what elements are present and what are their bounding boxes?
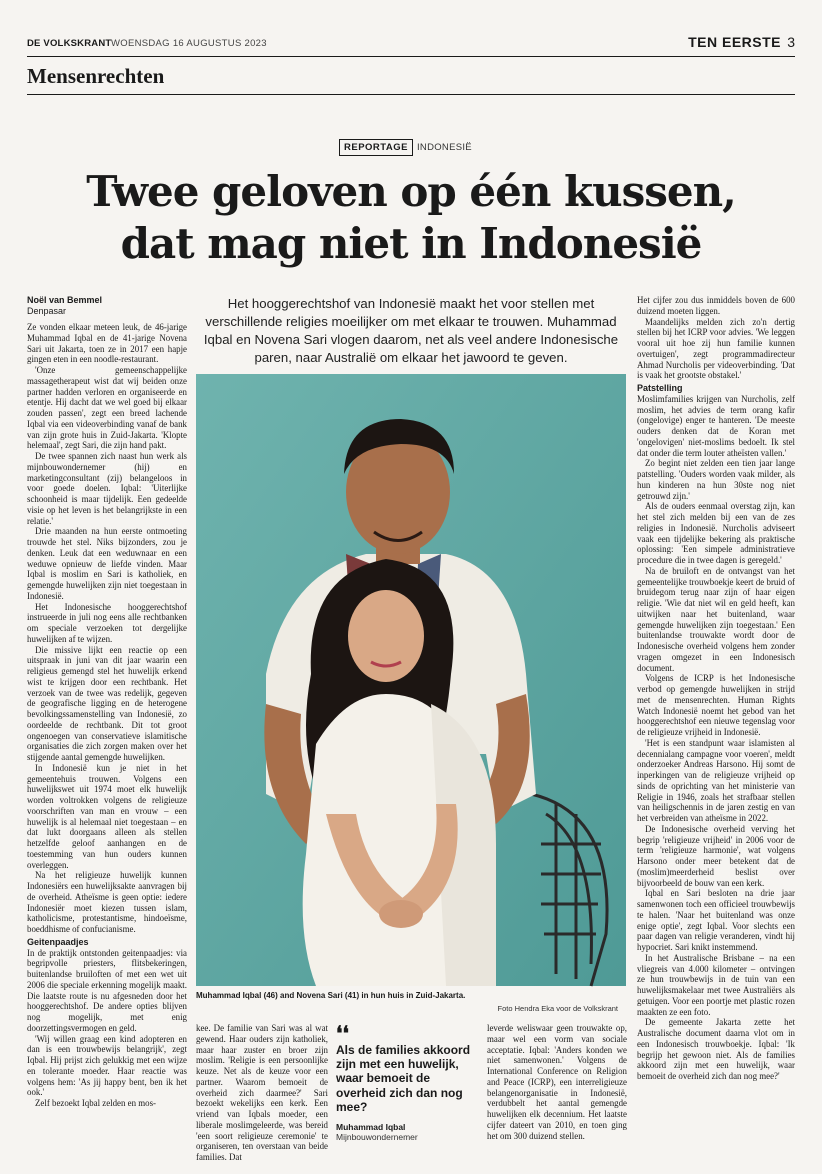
paragraph: Zo begint niet zelden een tien jaar lange patstelling. 'Ouders worden vaak milder, als hun kinderen na hun 30ste nog niet getrouwd zijn.'	[637, 458, 795, 501]
paragraph: De gemeente Jakarta zette het Australische document daarna vlot om in een Indonesisch trouwboekje. Iqbal: 'Ik begrijp het gewoon niet. Als de families akkoord zijn met een huwelijk, waar bemoeit de overheid zich dan nog mee?'	[637, 1017, 795, 1081]
article-photo	[196, 374, 626, 986]
quote-text: Als de families akkoord zijn met een huwelijk, waar bemoeit de overheid zich dan nog mee?	[336, 1043, 471, 1114]
subheading: Patstelling	[637, 383, 683, 393]
quote-author: Muhammad Iqbal	[336, 1122, 406, 1133]
paragraph: Maandelijks melden zich zo'n dertig stellen bij het ICRP voor advies. 'We leggen vooral uit hoe zij hun familie kunnen overtuigen', zegt programmadirecteur Ahmad Nurcholis per videoverbinding. 'Dat is vaak het grootste obstakel.'	[637, 316, 795, 381]
couple-photo-illustration	[196, 374, 626, 986]
paragraph: Drie maanden na hun eerste ontmoeting trouwde het stel. Niks bijzonders, zou je denken. Leuk dat een weduwnaar en een weduwe opnieuw de liefde vinden. Maar Iqbal is moslim en Sari is katholiek, en gemengde huwelijken zijn niet toegestaan in Indonesië.	[27, 526, 187, 601]
body-column-3	[487, 1023, 627, 1147]
header-rule	[27, 56, 795, 57]
body-column-1	[27, 322, 187, 1147]
quote-author-role: Mijnbouwondernemer	[336, 1132, 418, 1143]
column-3-text: leverde weliswaar geen trouwakte op, maar wel een vorm van sociale acceptatie. Iqbal: 'Anders konden we niet samenwonen.' Volgens de International Conference on Religion and Peace (ICRP), een interreligieuze belangenorganisatie in Indonesië, verdubbelt het aantal gemengde huwelijken elk decennium. Het laatste cijfer dateert van 2010, en toen ging het om 300 duizend stellen.	[487, 1023, 627, 1141]
section-name: TEN EERSTE	[688, 34, 781, 50]
paragraph: In de praktijk ontstonden geitenpaadjes: via begripvolle priesters, flitsbekeringen, buitenlandse bruiloften of met een wet uit 2006 die speciale erkenning mogelijk maakt. Die laatste route is nu afgesneden door het hooggerechtshof. De andere opties blijven nog mogelijk, met enig doorzettingsvermogen en geld.	[27, 947, 187, 1033]
page-number: 3	[787, 34, 795, 50]
paragraph: In het Australische Brisbane – na een vliegreis van 4.000 kilometer – ontvingen ze hun trouwbewijs in de tuin van een huwelijksmakelaar met twee Australiërs als getuigen. Voor een poortje met plastic rozen maakten ze een foto.	[637, 952, 795, 1017]
paragraph: In Indonesië kun je niet in het gemeentehuis trouwen. Volgens een huwelijkswet uit 1974 moet elk huwelijk worden voltrokken volgens de religieuze voorschriften van man en vrouw – een huwelijk is al helemaal niet toegestaan – en dat lukt doorgaans alleen als stellen hetzelfde geloof aanhangen en de toestemming van hun ouders kunnen overleggen.	[27, 762, 187, 870]
paragraph: 'Onze gemeenschappelijke massagetherapeut wist dat wij beiden onze partner hadden verloren en organiseerde en etentje. Hij dacht dat we wel goed bij elkaar zouden passen', zegt een breed lachende Iqbal via een videoverbinding vanaf de bank van zijn grote huis in Zuid-Jakarta. 'Klopte helemaal', zegt Sari, die zijn hand pakt.	[27, 365, 187, 451]
section-rubric: Mensenrechten	[27, 64, 165, 88]
author-name: Noël van Bemmel	[27, 295, 103, 305]
article-kicker	[339, 142, 472, 153]
paragraph: Na de bruiloft en de ontvangst van het gemeentelijke trouwboekje keert de bruid of bruidegom terug naar zijn of haar eigen religie. 'Wie dat niet wil en geld heeft, kan uitwijken naar het buitenland, waar gemengde huwelijken zijn toegestaan.' Een buitenlandse trouwakte wordt door de Indonesische overheid volgens hem zonder vragen omgezet in een Indonesisch document.	[637, 565, 795, 673]
newspaper-name: DE VOLKSKRANT	[27, 38, 112, 49]
body-column-2	[196, 1023, 328, 1162]
paragraph: Die missive lijkt een reactie op een uitspraak in juni van dit jaar waarin een religieus gemengd stel het huwelijk erkend wist te krijgen door een rechtbank. Het verzoek van de twee was redelijk, gegeven de geografische ligging en de heterogene bevolkingssamenstelling van Indonesië, zo oordeelde de rechtbank. Dit tot groot ongenoegen van conservatieve islamitische organisaties die zich zorgen maken over het stijgende aantal gemengde huwelijken.	[27, 644, 187, 762]
rubric-rule	[27, 94, 795, 95]
pull-quote	[336, 1023, 478, 1143]
paragraph: Het cijfer zou dus inmiddels boven de 600 duizend moeten liggen.	[637, 295, 795, 316]
paragraph: Als de ouders eenmaal overstag zijn, kan het stel zich melden bij een van de zes religies in Indonesië. Nurcholis adviseert vaak een tijdelijke bekering als praktische oplossing: 'Een simpele administratieve procedure die in twee dagen is geregeld.'	[637, 501, 795, 565]
paragraph: Ze vonden elkaar meteen leuk, de 46-jarige Muhammad Iqbal en de 41-jarige Novena Sari uit Jakarta, toen ze in 2017 een hapje gingen eten in een noodle-restaurant.	[27, 322, 187, 365]
paragraph: Moslimfamilies krijgen van Nurcholis, zelf moslim, het advies de term orang kafir (ongelovige) enger te hanteren. 'De meeste ouders denken dat de Koran met 'ongelovigen' niet-moslims bedoelt. Ik stel dat onder die term louter atheïsten vallen.'	[637, 393, 795, 458]
paragraph: Iqbal en Sari besloten na drie jaar samenwonen toch een officieel trouwbewijs te halen. 'Naar het buitenland was onze enige optie', zegt Iqbal. Voor slechts een paar dagen van religie veranderen, vindt hij hypocriet. Sari knikt instemmend.	[637, 888, 795, 952]
headline	[60, 166, 762, 270]
subheading: Geitenpaadjes	[27, 936, 89, 947]
genre-label: REPORTAGE	[339, 139, 413, 156]
paragraph: Na het religieuze huwelijk kunnen Indonesiërs een huwelijksakte aanvragen bij de overheid. Atheïsme is geen optie: iedere Indonesiër moet kiezen tussen islam, katholicisme, protestantisme, hindoeïsme, boeddhisme of confucianisme.	[27, 870, 187, 934]
photo-caption: Muhammad Iqbal (46) and Novena Sari (41) in hun huis in Zuid-Jakarta.	[196, 991, 466, 1000]
headline-line-1: Twee geloven op één kussen,	[86, 167, 736, 216]
paragraph: De twee spannen zich naast hun werk als mijnbouwondernemer (hij) en marketingconsultant (zij) belangeloos in voor goede doelen. Iqbal: 'Uiterlijke schoonheid is maar tijdelijk. Een gedeelde visie op het leven is het belangrijkste in een relatie.'	[27, 451, 187, 526]
paragraph: Volgens de ICRP is het Indonesische verbod op gemengde huwelijken in strijd met de mensenrechten. Human Rights Watch Indonesië noemt het gebod van het hooggerechtshof een nieuwe tegenslag voor de religieuze vrijheid in Indonesië.	[637, 673, 795, 737]
paragraph: Zelf bezoekt Iqbal zelden en mos-	[35, 1098, 156, 1108]
paragraph: 'Wij willen graag een kind adopteren en dan is een trouwbewijs belangrijk', zegt Iqbal. Hij prijst zich gelukkig met een wijze en tolerante moeder. Haar reactie was volgens hem: 'As jij happy bent, ben ik het ook.'	[27, 1033, 187, 1098]
topic-label: INDONESIË	[416, 142, 472, 153]
photo-credit: Foto Hendra Eka voor de Volkskrant	[497, 1004, 618, 1013]
body-column-4	[637, 295, 795, 1147]
byline	[27, 295, 102, 317]
paragraph: Het Indonesische hooggerechtshof instrueerde in juli nog eens alle rechtbanken om speciale verzoeken tot dergelijke huwelijken af te wijzen.	[27, 601, 187, 644]
woman-face	[348, 590, 424, 682]
lead-paragraph: Het hooggerechtshof van Indonesië maakt het voor stellen met verschillende religies moeilijker om met elkaar te trouwen. Muhammad Iqbal en Novena Sari vlogen daarom, net als veel andere Indonesische paren, naar Australië om elkaar het jawoord te geven.	[203, 296, 619, 365]
quote-mark-icon: ❛❛	[336, 1023, 349, 1045]
column-2-text: kee. De familie van Sari was al wat gewend. Haar ouders zijn katholiek, maar haar zuster en broer zijn moslim. 'Religie is een persoonlijke keuze. Net als de keuze voor een partner. Waarom bemoeit de overheid zich daarmee?' Sari bezoekt wekelijks een kerk. Een vriend van Iqbals moeder, een liberale moslimgeleerde, was bereid 'een soort religieuze ceremonie' te organiseren, ten overstaan van beide families. Dat	[196, 1023, 328, 1162]
clasped-hands	[379, 900, 423, 928]
paragraph: De Indonesische overheid verving het begrip 'religieuze vrijheid' in 2006 voor de term 'religieuze harmonie', wat volgens Harsono onder meer betekent dat de (moslim)meerderheid beslist over bijvoorbeeld de bouw van een kerk.	[637, 823, 795, 888]
issue-date: WOENSDAG 16 AUGUSTUS 2023	[111, 38, 267, 49]
paragraph: 'Het is een standpunt waar islamisten al decennialang campagne voor voeren', meldt onderzoeker Andreas Harsono. Hij somt de inperkingen van de religieuze vrijheid op sinds de oprichting van het ministerie van Religie in 1946, zoals het strafbaar stellen van heiligschennis in de jaren zestig en van het verbreiden van atheïsme in 2022.	[637, 737, 795, 823]
headline-line-2: dat mag niet in Indonesië	[120, 219, 702, 268]
dateline: Denpasar	[27, 306, 67, 316]
page-header	[27, 34, 795, 52]
